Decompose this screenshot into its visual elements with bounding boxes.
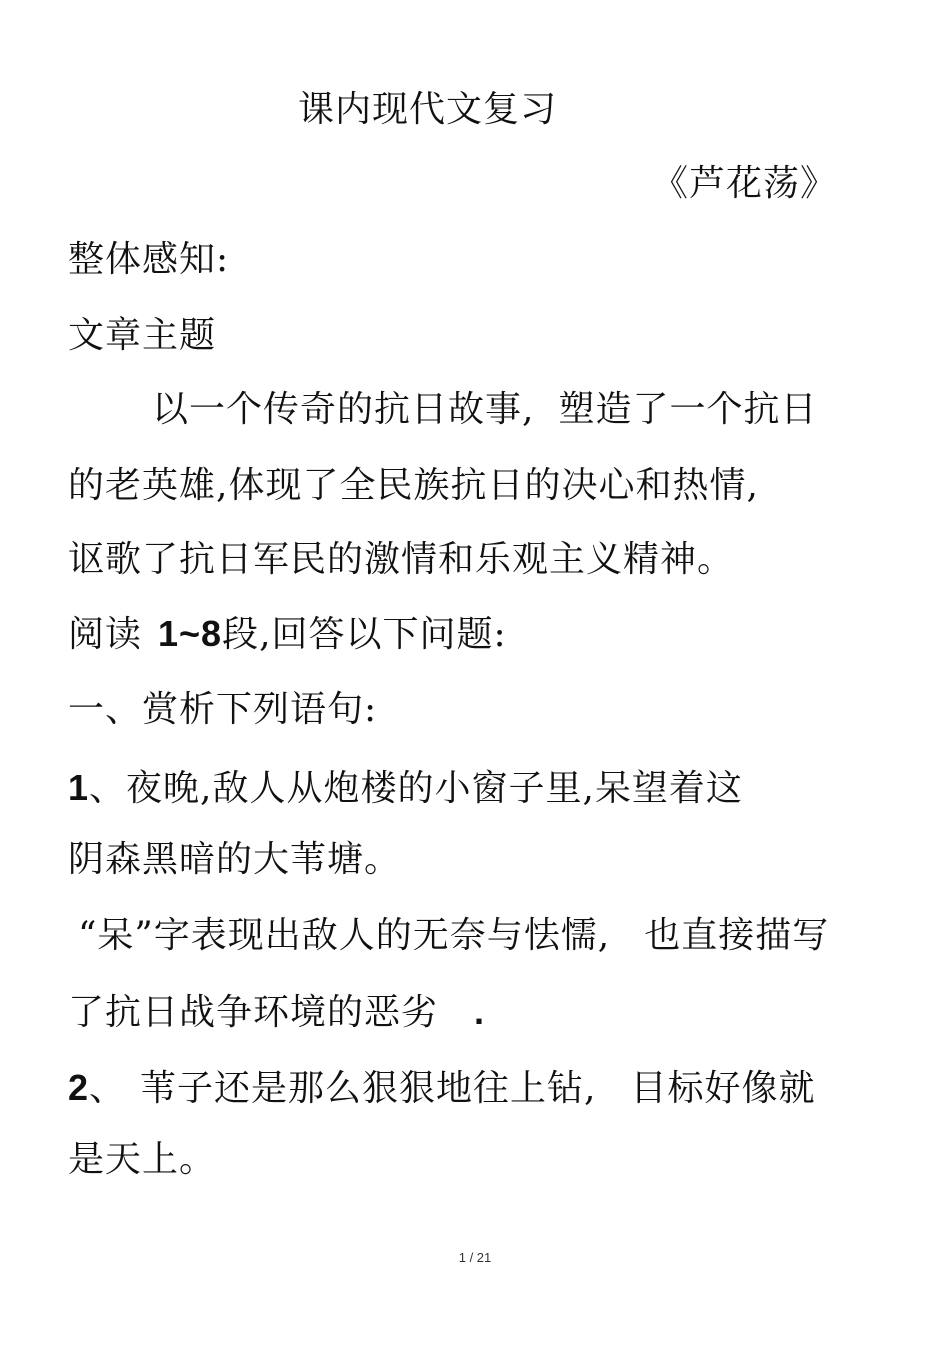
article-subtitle: 《芦花荡》 xyxy=(652,163,838,204)
theme-paragraph-line1 xyxy=(152,386,817,434)
reading-suffix: 段,回答以下问题: xyxy=(222,614,507,655)
answer1-line2 xyxy=(68,988,485,1037)
item2-separator: 、 xyxy=(89,1068,127,1109)
theme-paragraph-line2: 的老英雄,体现了全民族抗日的决心和热情, xyxy=(68,465,759,506)
question-heading: 一、赏析下列语句: xyxy=(68,689,378,730)
reading-instruction xyxy=(68,610,507,659)
answer1-part-b: 也直接描写 xyxy=(644,915,830,956)
section-theme-heading: 文章主题 xyxy=(68,315,217,356)
answer1-text-line2: 了抗日战争环境的恶劣 xyxy=(68,992,439,1033)
item2-text-part-c: 目标好像就 xyxy=(630,1068,816,1109)
item1-number: 1 xyxy=(68,767,90,808)
theme-line1-part-a: 以一个传奇的抗日故事, xyxy=(152,389,535,430)
reading-prefix: 阅读 xyxy=(68,614,143,655)
item1-line1 xyxy=(68,764,743,813)
item2-line2: 是天上。 xyxy=(68,1139,217,1180)
page-number: 1 / 21 xyxy=(458,1250,492,1265)
page-title: 课内现代文复习 xyxy=(298,89,558,130)
theme-line1-part-b: 塑造了一个抗日 xyxy=(558,389,818,430)
answer1-part-a: “呆”字表现出敌人的无奈与怯懦, xyxy=(78,915,611,956)
answer1-line1 xyxy=(78,912,829,960)
item2-text-part-b: 苇子还是那么狠狠地往上钻, xyxy=(140,1068,597,1109)
answer1-end-mark: . xyxy=(474,991,486,1032)
reading-range: 1~8 xyxy=(158,613,223,654)
item1-line2: 阴森黑暗的大苇塘。 xyxy=(68,839,402,880)
item2-line1 xyxy=(68,1064,816,1113)
item1-text-line1: 、夜晚,敌人从炮楼的小窗子里,呆望着这 xyxy=(89,768,743,809)
theme-paragraph-line3: 讴歌了抗日军民的激情和乐观主义精神。 xyxy=(68,539,735,580)
section-overview-heading: 整体感知: xyxy=(68,239,230,280)
item2-number: 2 xyxy=(68,1067,90,1108)
